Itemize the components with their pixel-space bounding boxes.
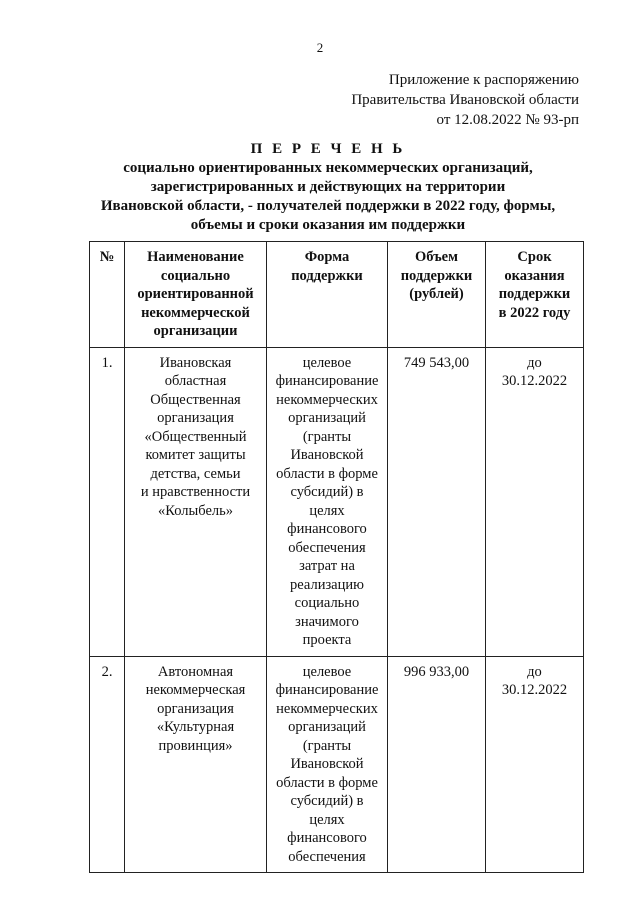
row-support-amount: 996 933,00: [388, 656, 486, 873]
header-support-amount: Объем поддержки (рублей): [388, 242, 486, 348]
title-line: зарегистрированных и действующих на территории: [150, 179, 506, 195]
document-title: [88, 140, 568, 235]
header-support-term: Срок оказания поддержки в 2022 году: [486, 242, 584, 348]
title-line: социально ориентированных некоммерческих организаций,: [123, 160, 533, 176]
appendix-note: [351, 70, 579, 130]
row-support-form: целевое финансирование некоммерческих организаций (гранты Ивановской области в форме субсидий) в целях финансового обеспечения затрат на реализацию социально значимого проекта: [267, 347, 388, 656]
appendix-line: от 12.08.2022 № 93-рп: [436, 112, 579, 128]
table-row: [90, 656, 584, 873]
organizations-table: [89, 241, 584, 873]
title-line: Ивановской области, - получателей поддержки в 2022 году, формы,: [100, 198, 556, 214]
table-row: [90, 347, 584, 656]
header-number: №: [90, 242, 125, 348]
appendix-line: Правительства Ивановской области: [351, 92, 579, 108]
row-number: 1.: [90, 347, 125, 656]
header-organization: Наименование социально ориентированной некоммерческой организации: [125, 242, 267, 348]
row-support-term: до 30.12.2022: [486, 656, 584, 873]
page-number: 2: [316, 40, 324, 55]
row-number: 2.: [90, 656, 125, 873]
row-support-amount: 749 543,00: [388, 347, 486, 656]
title-heading: П Е Р Е Ч Е Н Ь: [250, 141, 406, 157]
row-support-term: до 30.12.2022: [486, 347, 584, 656]
row-organization: Автономная некоммерческая организация «Культурная провинция»: [125, 656, 267, 873]
row-support-form: целевое финансирование некоммерческих организаций (гранты Ивановской области в форме субсидий) в целях финансового обеспечения: [267, 656, 388, 873]
table-header-row: [90, 242, 584, 348]
row-organization: Ивановская областная Общественная организация «Общественный комитет защиты детства, семьи и нравственности «Колыбель»: [125, 347, 267, 656]
title-line: объемы и сроки оказания им поддержки: [190, 217, 466, 233]
header-support-form: Форма поддержки: [267, 242, 388, 348]
appendix-line: Приложение к распоряжению: [388, 72, 579, 88]
